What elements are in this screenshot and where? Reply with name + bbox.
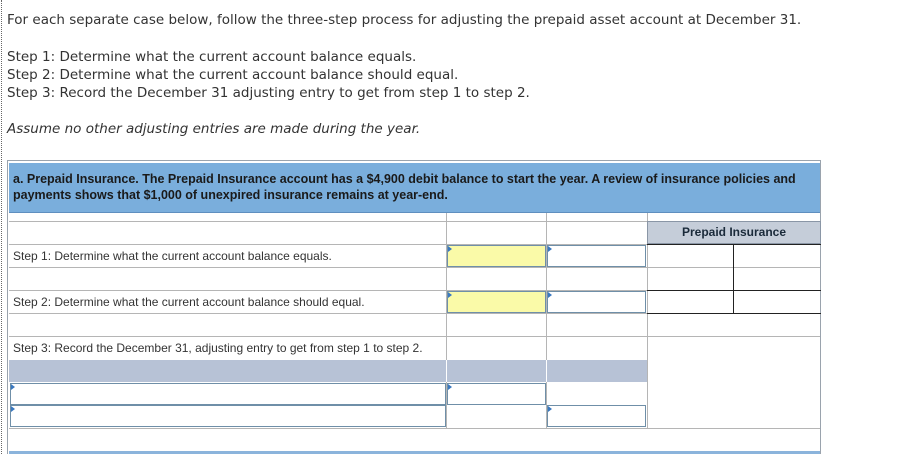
dropdown-marker-icon (448, 246, 452, 252)
grid-line (9, 336, 820, 337)
instruction-step3: Step 3: Record the December 31 adjusting entry to get from step 1 to step 2. (7, 85, 530, 101)
step3-label: Step 3: Record the December 31, adjusting entry to get from step 1 to step 2. (13, 341, 423, 355)
grid-line (9, 428, 820, 429)
dropdown-marker-icon (548, 406, 552, 412)
dropdown-marker-icon (548, 246, 552, 252)
dropdown-marker-icon (448, 292, 452, 298)
instruction-step2: Step 2: Determine what the current account balance should equal. (7, 67, 459, 83)
step2-label: Step 2: Determine what the current account balance should equal. (13, 295, 365, 309)
t-account-line (647, 290, 821, 291)
grid-line (9, 221, 647, 222)
left-dotted-border (1, 0, 2, 454)
t-account-line (647, 244, 821, 245)
instruction-step1: Step 1: Determine what the current account balance equals. (7, 49, 417, 65)
dropdown-marker-icon (448, 384, 452, 390)
journal-account-input-1[interactable] (10, 383, 446, 405)
t-account-line (733, 244, 734, 313)
grid-line (647, 213, 648, 428)
case-header-text: a. Prepaid Insurance. The Prepaid Insurance account has a $4,900 debit balance to start the year. A review of insurance policies and payments shows that $1,000 of unexpired insurance remains at year-end. (13, 172, 796, 202)
step1-label: Step 1: Determine what the current account balance equals. (13, 249, 332, 263)
grid-line (546, 360, 547, 382)
dropdown-marker-icon (548, 292, 552, 298)
step2-account-input[interactable] (447, 291, 546, 313)
t-account-line (647, 313, 821, 314)
dropdown-marker-icon (11, 384, 15, 390)
assumption-note: Assume no other adjusting entries are made during the year. (7, 121, 421, 137)
journal-account-input-2[interactable] (10, 405, 446, 427)
grid-line (9, 267, 820, 268)
step1-account-input[interactable] (447, 245, 546, 267)
journal-header-bar (9, 360, 647, 382)
intro-text: For each separate case below, follow the three-step process for adjusting the prepaid asset account at December 31. (7, 12, 802, 28)
grid-line (446, 360, 447, 382)
case-header (9, 163, 820, 213)
t-account-title: Prepaid Insurance (647, 221, 821, 244)
step1-amount-input[interactable] (547, 245, 646, 267)
journal-credit-input-2[interactable] (547, 405, 646, 427)
journal-debit-input-1[interactable] (447, 383, 546, 405)
step2-amount-input[interactable] (547, 291, 646, 313)
dropdown-marker-icon (11, 406, 15, 412)
